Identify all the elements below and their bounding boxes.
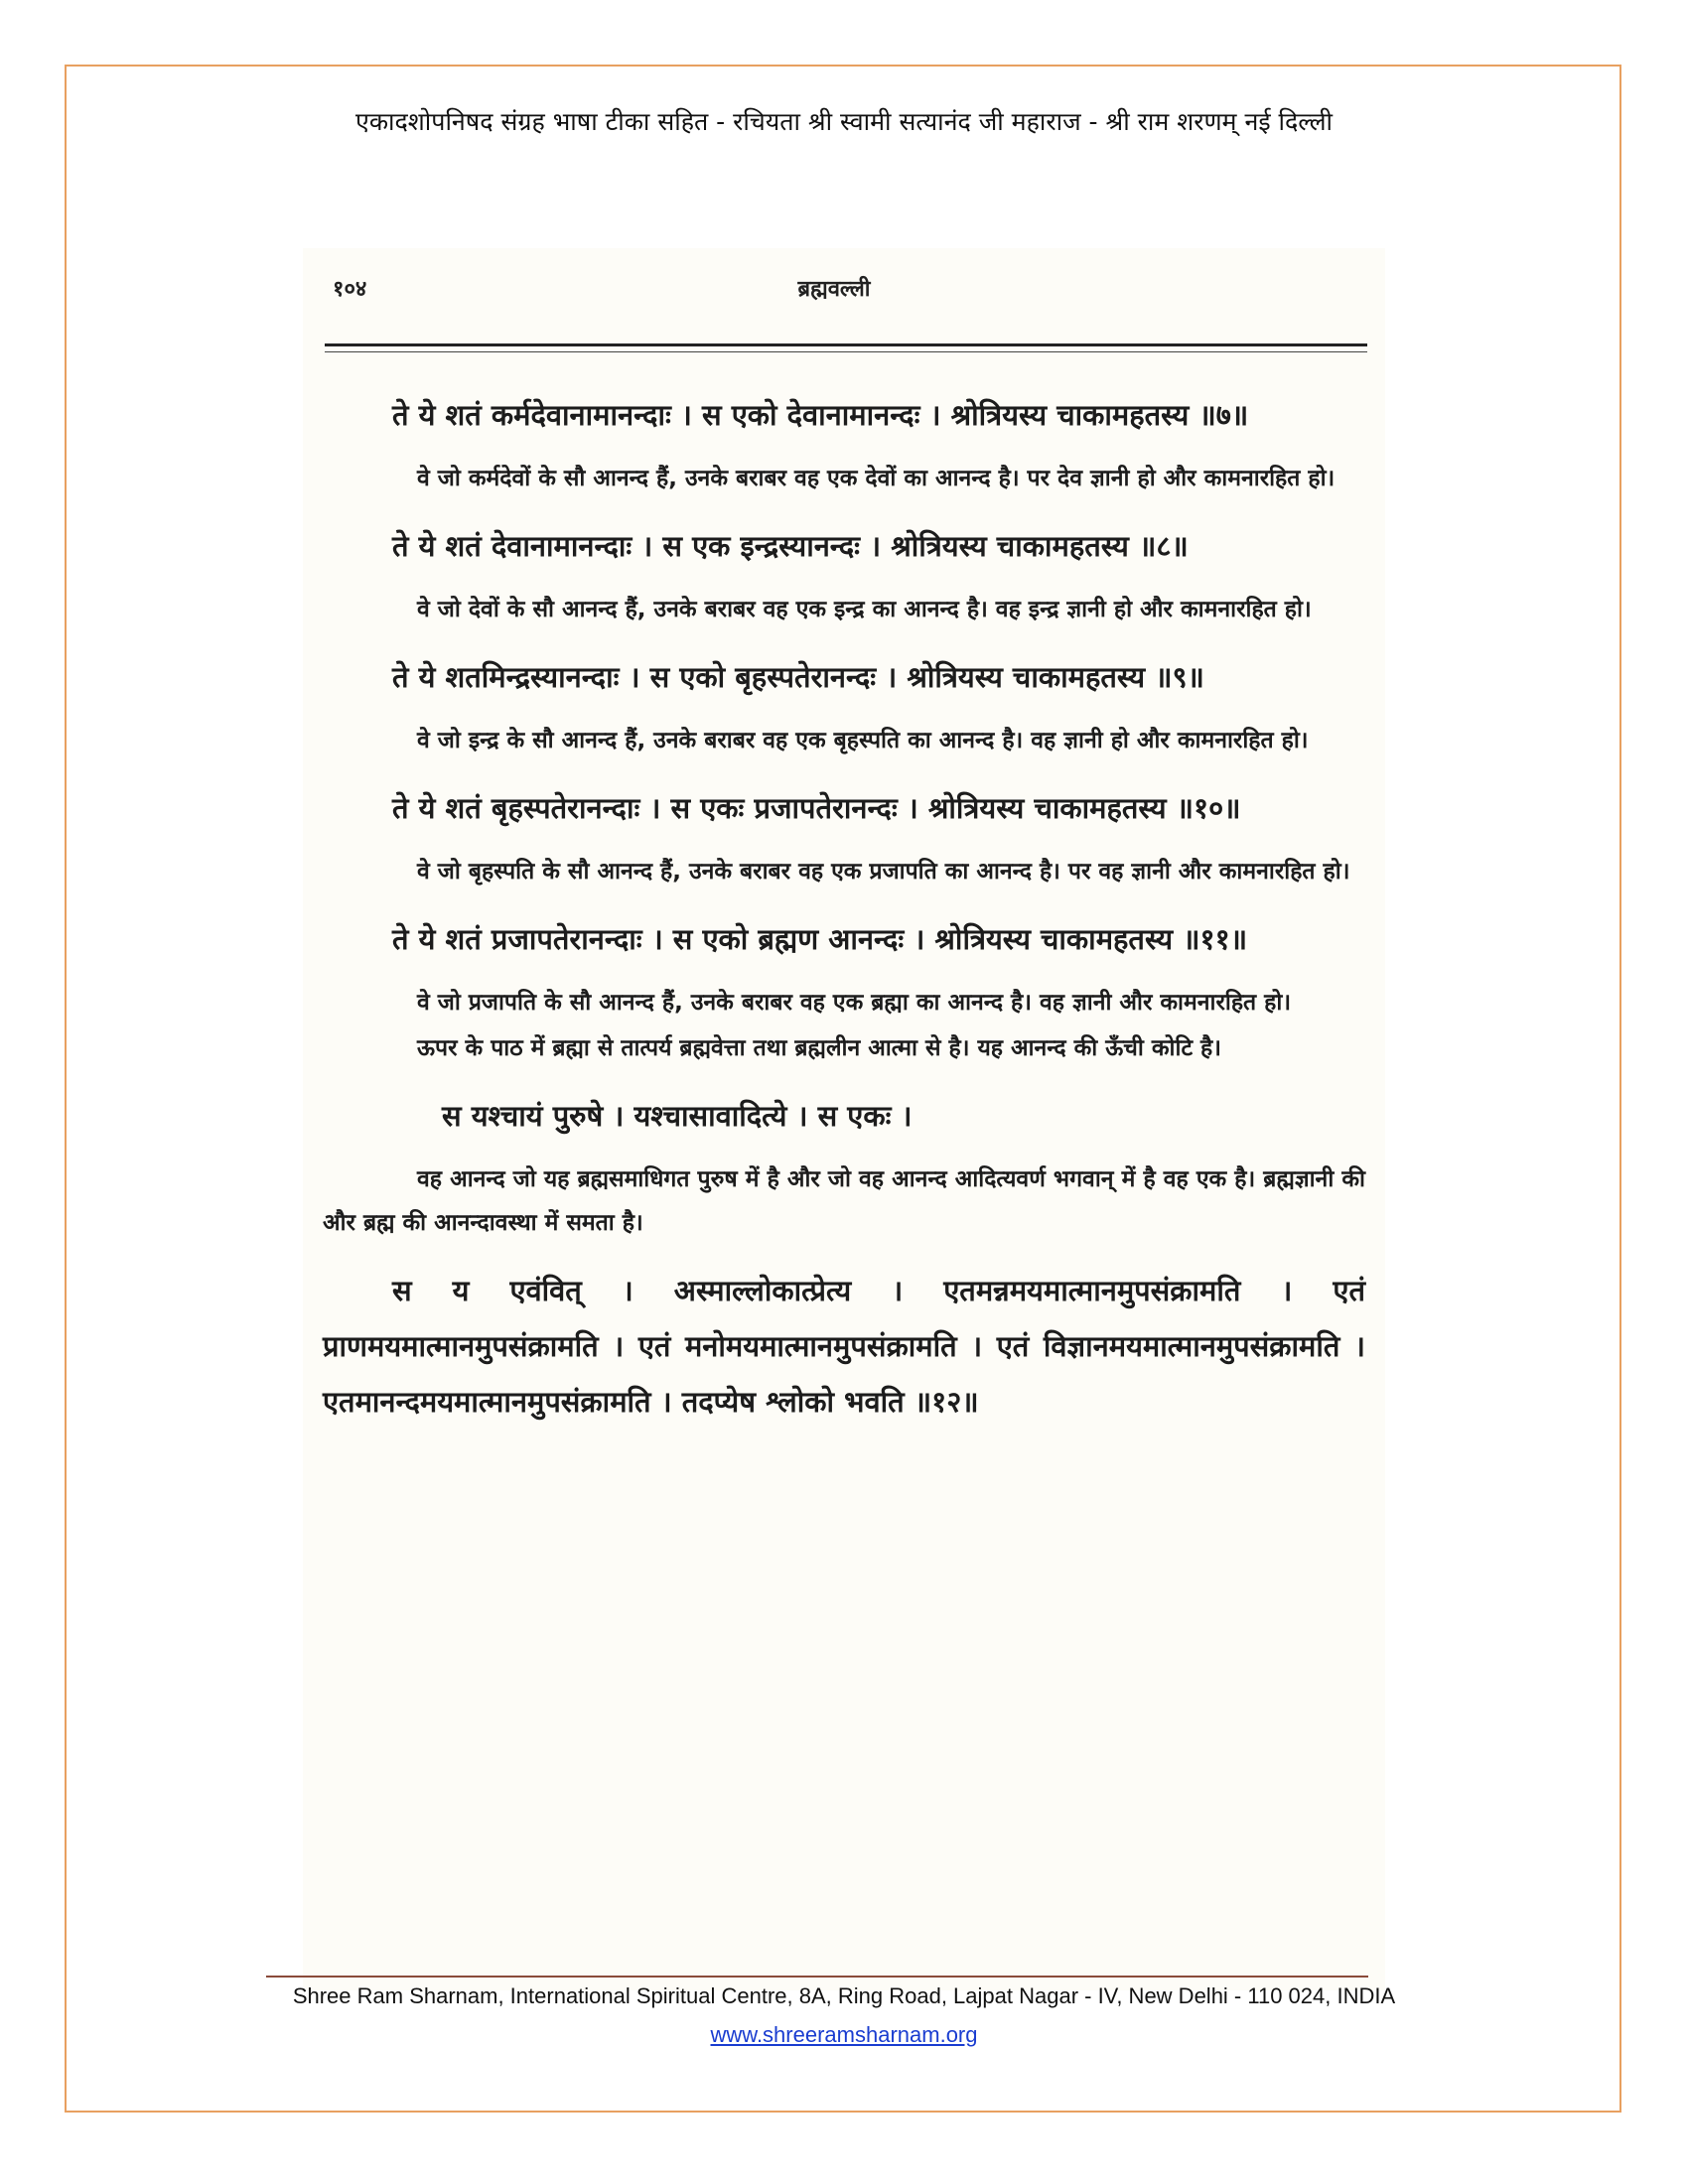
website-link[interactable]: www.shreeramsharnam.org	[710, 2022, 978, 2047]
page-number: १०४	[333, 277, 367, 302]
commentary-11: वे जो प्रजापति के सौ आनन्द हैं, उनके बराबर वह एक ब्रह्मा का आनन्द है। वह ज्ञानी और कामनारहित हो।	[417, 990, 1292, 1016]
commentary-note: ऊपर के पाठ में ब्रह्मा से तात्पर्य ब्रह्मवेत्ता तथा ब्रह्मलीन आत्मा से है। यह आनन्द की ऊँची कोटि है।	[417, 1035, 1221, 1061]
commentary-8: वे जो देवों के सौ आनन्द हैं, उनके बराबर वह एक इन्द्र का आनन्द है। वह इन्द्र ज्ञानी हो और कामनारहित हो।	[417, 597, 1312, 622]
verse-12: स य एवंवित् । अस्माल्लोकात्प्रेत्य । एतमन्नमयमात्मानमुपसंक्रामति । एतं प्राणमयमात्मानमुपसंक्रामति । एतं मनोमयमात्मानमुपसंक्रामति । एतं विज्ञानमयमात्मानमुपसंक्रामति । एतमानन्दमयमात्मानमुपसंक्रामति । तदप्येष श्लोको भवति ॥१२॥	[323, 1274, 1365, 1419]
header-rule-thin	[325, 351, 1367, 352]
header-rule-thick	[325, 343, 1367, 346]
running-title: ब्रह्मवल्ली	[797, 277, 871, 302]
verse-7: ते ये शतं कर्मदेवानामानन्दाः । स एको देवानामानन्दः । श्रोत्रियस्य चाकामहतस्य ॥७॥	[392, 398, 1249, 432]
verse-9: ते ये शतमिन्द्रस्यानन्दाः । स एको बृहस्पतेरानन्दः । श्रोत्रियस्य चाकामहतस्य ॥९॥	[392, 660, 1204, 694]
document-header-title: एकादशोपनिषद संग्रह भाषा टीका सहित - रचियता श्री स्वामी सत्यानंद जी महाराज - श्री राम शरणम् नई दिल्ली	[355, 107, 1333, 136]
verse-8: ते ये शतं देवानामानन्दाः । स एक इन्द्रस्यानन्दः । श्रोत्रियस्य चाकामहतस्य ॥८॥	[392, 529, 1189, 563]
commentary-purusha: वह आनन्द जो यह ब्रह्मसमाधिगत पुरुष में है और जो वह आनन्द आदित्यवर्ण भगवान् में है वह एक है। ब्रह्मज्ञानी की और ब्रह्म की आनन्दावस्था में समता है।	[323, 1166, 1365, 1236]
verse-purusha: स यश्चायं पुरुषे । यश्चासावादित्ये । स एकः ।	[442, 1099, 913, 1133]
commentary-10: वे जो बृहस्पति के सौ आनन्द हैं, उनके बराबर वह एक प्रजापति का आनन्द है। पर वह ज्ञानी और कामनारहित हो।	[417, 859, 1350, 885]
commentary-9: वे जो इन्द्र के सौ आनन्द हैं, उनके बराबर वह एक बृहस्पति का आनन्द है। वह ज्ञानी हो और कामनारहित हो।	[417, 728, 1309, 753]
footer-address: Shree Ram Sharnam, International Spiritual Centre, 8A, Ring Road, Lajpat Nagar - IV, New Delhi - 110 024, INDIA	[292, 1983, 1396, 2008]
verse-11: ते ये शतं प्रजापतेरानन्दाः । स एको ब्रह्मण आनन्दः । श्रोत्रियस्य चाकामहतस्य ॥११॥	[392, 922, 1248, 956]
footer-rule	[266, 1976, 1368, 1978]
page-content	[323, 387, 1365, 1443]
commentary-7: वे जो कर्मदेवों के सौ आनन्द हैं, उनके बराबर वह एक देवों का आनन्द है। पर देव ज्ञानी हो और कामनारहित हो।	[417, 466, 1336, 491]
scanned-book-page	[303, 248, 1385, 1990]
verse-10: ते ये शतं बृहस्पतेरानन्दाः । स एकः प्रजापतेरानन्दः । श्रोत्रियस्य चाकामहतस्य ॥१०॥	[392, 791, 1241, 825]
